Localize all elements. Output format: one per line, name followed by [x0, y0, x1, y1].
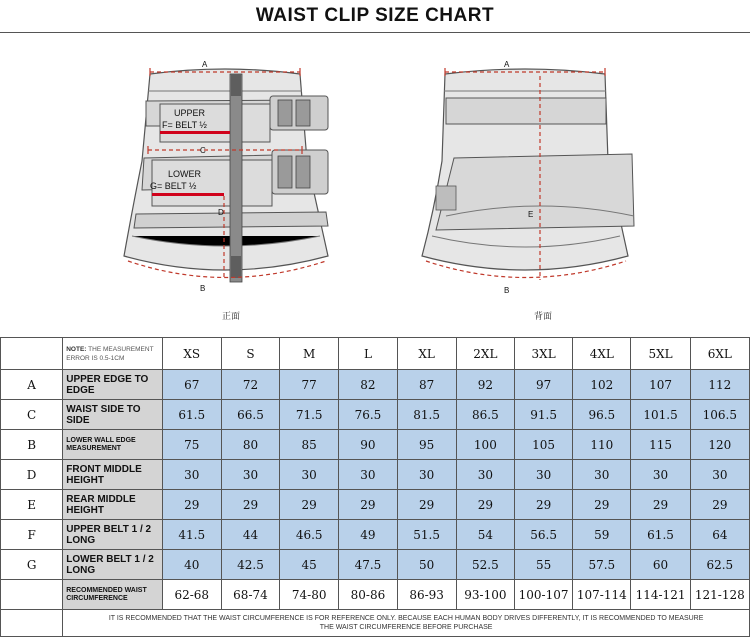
measurement-value: 30 [280, 460, 339, 490]
measurement-value: 30 [162, 460, 221, 490]
recommended-label: RECOMMENDED WAIST CIRCUMFERENCE [63, 580, 162, 610]
recommended-range: 93-100 [456, 580, 514, 610]
measurement-value: 30 [339, 460, 397, 490]
size-header: S [221, 338, 279, 370]
measurement-code: D [1, 460, 63, 490]
measurement-value: 44 [221, 520, 279, 550]
measurement-value: 120 [690, 430, 749, 460]
measurement-value: 102 [573, 370, 631, 400]
lower-belt-formula: G= BELT ½ [150, 181, 197, 191]
measurement-value: 62.5 [690, 550, 749, 580]
measurement-value: 64 [690, 520, 749, 550]
measurement-value: 29 [631, 490, 690, 520]
measurement-value: 95 [397, 430, 456, 460]
measurement-value: 110 [573, 430, 631, 460]
measurement-value: 101.5 [631, 400, 690, 430]
footer-note: IT IS RECOMMENDED THAT THE WAIST CIRCUMFERENCE IS FOR REFERENCE ONLY. BECAUSE EACH HUMAN BODY DRIVES DIFFERENTLY, IT IS RECOMMENDED TO MEASURE THE WAIST CIRCUMFERENCE BEFORE PURCHASE [63, 610, 750, 637]
recommended-range: 80-86 [339, 580, 397, 610]
measure-label-b: B [200, 284, 206, 293]
recommended-range: 74-80 [280, 580, 339, 610]
measurement-value: 30 [690, 460, 749, 490]
measurement-value: 85 [280, 430, 339, 460]
back-measure-label-a: A [504, 60, 510, 69]
measurement-value: 92 [456, 370, 514, 400]
measurement-value: 29 [690, 490, 749, 520]
measure-label-d: D [218, 208, 224, 217]
measurement-code: E [1, 490, 63, 520]
measurement-value: 86.5 [456, 400, 514, 430]
measurement-code: G [1, 550, 63, 580]
corner-cell [1, 338, 63, 370]
measurement-value: 29 [339, 490, 397, 520]
measurement-value: 54 [456, 520, 514, 550]
measurement-value: 50 [397, 550, 456, 580]
measurement-value: 80 [221, 430, 279, 460]
measurement-value: 45 [280, 550, 339, 580]
measurement-value: 81.5 [397, 400, 456, 430]
measurement-value: 66.5 [221, 400, 279, 430]
footer-code-cell [1, 610, 63, 637]
title-bar [0, 0, 750, 33]
recommended-range: 62-68 [162, 580, 221, 610]
measurement-value: 47.5 [339, 550, 397, 580]
measurement-value: 40 [162, 550, 221, 580]
measurement-value: 29 [280, 490, 339, 520]
measurement-code: B [1, 430, 63, 460]
measurement-value: 72 [221, 370, 279, 400]
measurement-label: UPPER BELT 1 / 2 LONG [63, 520, 162, 550]
size-header: 5XL [631, 338, 690, 370]
measurement-value: 97 [514, 370, 572, 400]
measurement-value: 60 [631, 550, 690, 580]
back-view-diagram [400, 46, 650, 316]
measurement-note [63, 338, 162, 370]
measurement-value: 29 [397, 490, 456, 520]
measurement-value: 56.5 [514, 520, 572, 550]
measurement-value: 30 [514, 460, 572, 490]
measurement-value: 52.5 [456, 550, 514, 580]
measurement-value: 61.5 [631, 520, 690, 550]
measurement-value: 77 [280, 370, 339, 400]
back-measure-label-e: E [528, 210, 534, 219]
recommended-range: 68-74 [221, 580, 279, 610]
measurement-value: 76.5 [339, 400, 397, 430]
recommended-code-cell [1, 580, 63, 610]
measurement-value: 57.5 [573, 550, 631, 580]
measurement-value: 29 [456, 490, 514, 520]
recommended-range: 114-121 [631, 580, 690, 610]
measurement-label: UPPER EDGE TO EDGE [63, 370, 162, 400]
back-waist-trainer-drawing [400, 46, 650, 316]
measurement-value: 49 [339, 520, 397, 550]
measurement-value: 30 [221, 460, 279, 490]
measurement-value: 29 [162, 490, 221, 520]
measurement-code: C [1, 400, 63, 430]
front-waist-trainer-drawing [100, 46, 350, 316]
measure-label-c: C [200, 146, 206, 155]
measurement-row [1, 550, 750, 580]
measurement-value: 30 [397, 460, 456, 490]
size-header: M [280, 338, 339, 370]
size-header: 2XL [456, 338, 514, 370]
size-header: 3XL [514, 338, 572, 370]
recommended-range: 100-107 [514, 580, 572, 610]
size-header: L [339, 338, 397, 370]
measurement-code: F [1, 520, 63, 550]
measurement-value: 30 [631, 460, 690, 490]
page-title: WAIST CLIP SIZE CHART [255, 5, 495, 26]
measurement-value: 82 [339, 370, 397, 400]
measurement-row [1, 370, 750, 400]
note-text: THE MEASUREMENT ERROR IS 0.5-1CM [66, 345, 154, 362]
lower-belt-label: LOWER [168, 169, 202, 179]
recommended-range: 86-93 [397, 580, 456, 610]
size-header: XS [162, 338, 221, 370]
recommended-range: 107-114 [573, 580, 631, 610]
measurement-value: 30 [456, 460, 514, 490]
recommended-row [1, 580, 750, 610]
measurement-label: LOWER BELT 1 / 2 LONG [63, 550, 162, 580]
measurement-value: 61.5 [162, 400, 221, 430]
measurement-value: 115 [631, 430, 690, 460]
upper-belt-label: UPPER [174, 108, 206, 118]
upper-belt-formula: F= BELT ½ [162, 120, 207, 130]
measurement-value: 100 [456, 430, 514, 460]
size-header: 4XL [573, 338, 631, 370]
note-head: NOTE: [66, 345, 87, 353]
measurement-label: FRONT MIDDLE HEIGHT [63, 460, 162, 490]
measurement-row [1, 490, 750, 520]
measurement-value: 67 [162, 370, 221, 400]
measurement-value: 71.5 [280, 400, 339, 430]
size-header: XL [397, 338, 456, 370]
measurement-value: 91.5 [514, 400, 572, 430]
back-measure-label-b: B [504, 286, 510, 295]
measure-label-a: A [202, 60, 208, 69]
measurement-value: 42.5 [221, 550, 279, 580]
measurement-value: 29 [573, 490, 631, 520]
measurement-label: LOWER WALL EDGE MEASUREMENT [63, 430, 162, 460]
measurement-row [1, 400, 750, 430]
measurement-value: 29 [221, 490, 279, 520]
measurement-value: 105 [514, 430, 572, 460]
measurement-value: 46.5 [280, 520, 339, 550]
measurement-value: 107 [631, 370, 690, 400]
measurement-value: 29 [514, 490, 572, 520]
measurement-value: 55 [514, 550, 572, 580]
measurement-value: 96.5 [573, 400, 631, 430]
measurement-value: 51.5 [397, 520, 456, 550]
measurement-value: 41.5 [162, 520, 221, 550]
measurement-row [1, 430, 750, 460]
measurement-row [1, 520, 750, 550]
recommended-range: 121-128 [690, 580, 749, 610]
measurement-label: REAR MIDDLE HEIGHT [63, 490, 162, 520]
measurement-row [1, 460, 750, 490]
size-header: 6XL [690, 338, 749, 370]
size-table [0, 337, 750, 637]
measurement-value: 59 [573, 520, 631, 550]
front-view-caption: 正面 [222, 311, 241, 321]
measurement-value: 75 [162, 430, 221, 460]
footer-row [1, 610, 750, 637]
measurement-value: 90 [339, 430, 397, 460]
measurement-value: 106.5 [690, 400, 749, 430]
measurement-value: 112 [690, 370, 749, 400]
front-view-diagram [100, 46, 350, 316]
measurement-value: 30 [573, 460, 631, 490]
back-view-caption: 背面 [534, 311, 553, 321]
size-header-row [1, 338, 750, 370]
measurement-label: WAIST SIDE TO SIDE [63, 400, 162, 430]
measurement-value: 87 [397, 370, 456, 400]
measurement-code: A [1, 370, 63, 400]
